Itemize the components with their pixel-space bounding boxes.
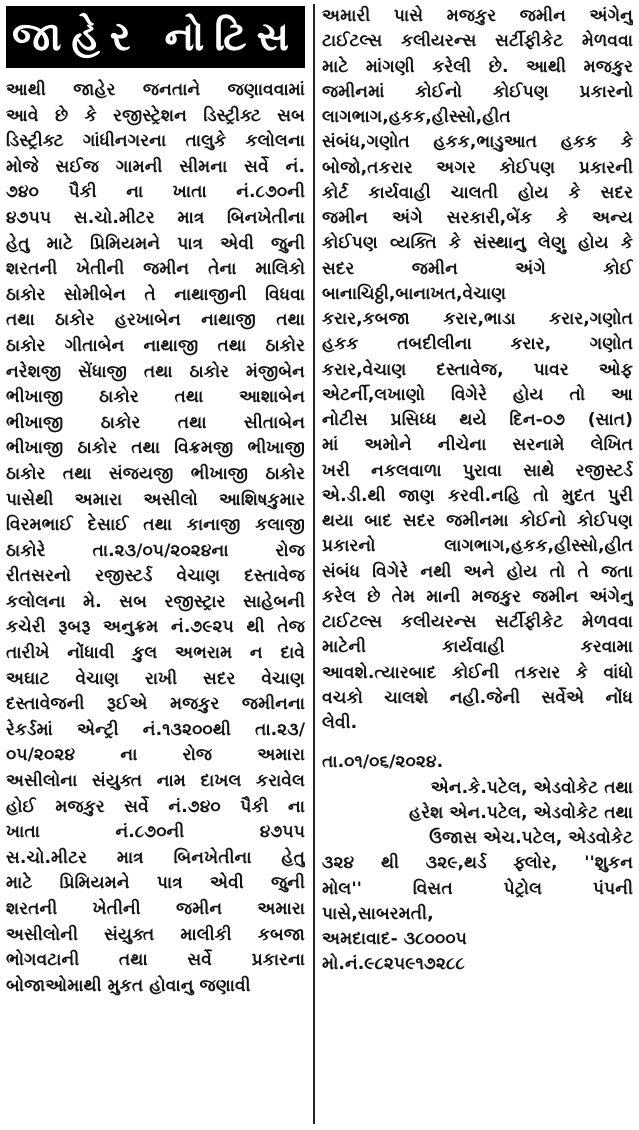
- body-line: પ્રકારનો લાગભાગ,હકક,હીસ્સો,હીત: [322, 536, 633, 557]
- signatory-line: હરેશ એન.પટેલ, એડવોકેટ તથા: [409, 802, 633, 823]
- left-column: [6, 6, 305, 999]
- body-line: બોજાઓમાથી મુકત હોવાનુ જણાવી: [6, 975, 251, 996]
- body-line: ખરી નકલવાળા પુરાવા સાથે રજીસ્ટર્ડ: [322, 460, 633, 481]
- body-line: અસીલોના સંયુક્ત નામ દાખલ કરાવેલ: [6, 771, 305, 792]
- body-line: દસ્તાવેજની રૂઈએ મજકુર જમીનના: [6, 694, 305, 715]
- signatories: [322, 776, 633, 852]
- address-line: મોલ'' વિસત પેટ્રોલ પંપની: [322, 878, 633, 899]
- body-line: કરાર,કબજા કરાર,ભાડા કરાર,ગણોત: [322, 309, 633, 329]
- body-line: માટે માંગણી કરેલી છે. આથી મજકુર: [322, 56, 633, 77]
- body-line: ઠાકોર સોમીબેન તે નાથાજીની વિધવા: [6, 284, 305, 305]
- body-line: આવશે.ત્યારબાદ કોઈની તકરાર કે વાંધો: [322, 662, 633, 683]
- body-line: હેતુ માટે પ્રિમિયમને પાત્ર એવી જુની: [6, 233, 305, 254]
- body-line: ઠાકોરે તા.૨૩/૦૫/૨૦૨૪ના રોજ: [6, 540, 305, 561]
- notice-date: તા.૦૧/૦૬/૨૦૨૪.: [322, 752, 444, 773]
- body-line: લેવી.: [322, 713, 358, 733]
- body-line: ઠાકોર તથા સંજયજી ભીખાજી ઠાકોર: [6, 463, 305, 484]
- body-line: પાસેથી અમારા અસીલો આશિષકુમાર: [6, 489, 305, 510]
- body-line: સંબંધ વિગેરે નથી અને હોય તો તે જતા: [322, 561, 633, 582]
- body-line: આથી જાહેર જનતાને જણાવવામાં: [6, 80, 305, 100]
- body-line: ભીખાજી ઠાકોર તથા સીતાબેન: [6, 412, 305, 433]
- advocate-address: [322, 851, 633, 977]
- body-line: નરેશજી સેંધાજી તથા ઠાકોર મંજીબેન: [6, 361, 305, 382]
- body-line: ૦૫/૨૦૨૪ ના રોજ અમારા: [6, 745, 305, 766]
- body-line: ટાઈટલ્સ કલીયરન્સ સર્ટીફીકેટ મેળવવા: [322, 31, 633, 52]
- body-line: એટર્ની,લખાણો વિગેરે હોય તો આ: [322, 384, 633, 405]
- signatory-line: એન.કે.પટેલ, એડવોકેટ તથા: [430, 777, 633, 798]
- body-line: હોઈ મજકુર સર્વે નં.૭૪૦ પૈકી ના: [6, 796, 305, 817]
- body-line: અમારી પાસે મજકુર જમીન અંગેનુ: [322, 6, 633, 26]
- body-line: કલોલના મે. સબ રજીસ્ટ્રાર સાહેબની: [6, 591, 305, 612]
- body-line: કરેલ છે તેમ માની મજકુર જમીન અંગેનુ: [322, 586, 633, 607]
- body-line: કરાર,વેચાણ દસ્તાવેજ, પાવર ઓફ: [322, 359, 633, 380]
- body-line: ટાઈટલ્સ કલીયરન્સ સર્ટીફીકેટ મેળવવા: [322, 612, 633, 632]
- body-line: રેકર્ડમાં એન્ટ્રી નં.૧૩૨૦૦થી તા.૨૩/: [6, 719, 305, 740]
- body-line: શરતની ખેતીની જમીન અમારા: [6, 899, 305, 919]
- body-line: કચેરી રૂબરૂ અનુક્રમ નં.૭૯૨૫ થી તેજ: [6, 617, 305, 638]
- body-line: અઘાટ વેચાણ રાખી સદર વેચાણ: [6, 668, 305, 689]
- body-line: માટેની કાર્યવાહી કરવામા: [322, 637, 633, 658]
- body-line: અસીલોની સંયુક્ત માલીકી કબજા: [6, 924, 305, 945]
- body-line: નોટીસ પ્રસિધ્ધ થયે દિન-૦૭ (સાત): [322, 410, 633, 430]
- right-body-text: [322, 4, 633, 736]
- right-column: [322, 4, 633, 978]
- body-line: થયા બાદ સદર જમીનમા કોઈનો કોઈપણ: [322, 511, 633, 531]
- body-line: વચકો ચાલશે નહી.જેની સર્વેએ નોંધ: [322, 687, 633, 708]
- address-line: અમદાવાદ- ૩૮૦૦૦૫: [322, 929, 467, 949]
- body-line: ૪૭૫૫ સ.ચો.મીટર માત્ર બિનખેતીના: [6, 207, 305, 228]
- body-line: શરતની ખેતીની જમીન તેના માલિકો: [6, 259, 305, 280]
- body-line: સંબંધ,ગણોત હકક,ભાડુઆત હકક કે: [322, 132, 633, 153]
- body-line: હકક તબદીલીના કરાર, ગણોત: [322, 334, 633, 355]
- body-line: કોર્ટ કાર્યવાહી ચાલતી હોય કે સદર: [322, 182, 633, 203]
- body-line: તથા ઠાકોર હરખાબેન નાથાજી તથા: [6, 310, 305, 331]
- body-line: કોઈપણ વ્યક્તિ કે સંસ્થાનુ લેણુ હોય કે: [322, 233, 633, 254]
- body-line: સ.ચો.મીટર માત્ર બિનખેતીના હેતુ: [6, 847, 305, 868]
- address-line: પાસે,સાબરમતી,: [322, 903, 434, 924]
- body-line: માં અમોને નીચેના સરનામે લેખિત: [322, 435, 633, 456]
- body-line: બોજો,તકરાર અગર કોઈપણ પ્રકારની: [322, 157, 633, 178]
- body-line: માટે પ્રિમિયમને પાત્ર એવી જુની: [6, 873, 305, 894]
- column-divider: [313, 4, 315, 1124]
- body-line: વિરમભાઈ દેસાઈ તથા કાનાજી કલાજી: [6, 515, 305, 536]
- body-line: આવે છે કે રજીસ્ટ્રેશન ડિસ્ટ્રીક્ટ સબ: [6, 105, 305, 126]
- body-line: સદર જમીન અંગે કોઈ: [322, 258, 633, 279]
- body-line: લાગભાગ,હકક,હીસ્સો,હીત: [322, 107, 511, 127]
- body-line: મોજે સઈજ ગામની સીમના સર્વે નં.: [6, 156, 305, 177]
- body-line: ભોગવટાની તથા સર્વે પ્રકારના: [6, 950, 305, 971]
- body-line: ભીખાજી ઠાકોર તથા આશાબેન: [6, 387, 305, 408]
- notice-title: જાહેર નોટિસ: [6, 6, 305, 68]
- body-line: બાનાચિઠ્ઠી,બાનાખત,વેચાણ: [322, 283, 507, 304]
- body-line: જમીનમાં કોઈનો કોઈપણ પ્રકારનો: [322, 81, 633, 102]
- signatory-line: ઉજાસ એચ.પટેલ, એડવોકેટ: [429, 828, 633, 848]
- body-line: રીતસરનો રજીસ્ટર્ડ વેચાણ દસ્તાવેજ: [6, 566, 305, 587]
- address-line: મો.નં.૯૮૨૫૯૧૭૨૮૮: [322, 954, 465, 975]
- body-line: એ.ડી.થી જાણ કરવી.નહિ તો મુદત પુરી: [322, 485, 633, 506]
- body-line: ડિસ્ટ્રીક્ટ ગાંધીનગરના તાલુકે કલોલના: [6, 131, 305, 152]
- body-line: જમીન અંગે સરકારી,બેંક કે અન્ય: [322, 208, 633, 228]
- address-line: ૩૨૪ થી ૩૨૯,થર્ડ ફ્લોર, ''શુકન: [322, 853, 633, 874]
- left-body-text: [6, 78, 305, 999]
- body-line: ઠાકોર ગીતાબેન નાથાજી તથા ઠાકોર: [6, 335, 305, 356]
- body-line: ખાતા નં.૮૭૦ની ૪૭૫૫: [6, 822, 305, 843]
- body-line: તારીખે નોંધાવી કુલ અભરામ ન દાવે: [6, 643, 305, 664]
- body-line: ૭૪૦ પૈકી ના ખાતા નં.૮૭૦ની: [6, 182, 305, 203]
- body-line: ભીખાજી ઠાકોર તથા વિક્રમજી ભીખાજી: [6, 438, 305, 459]
